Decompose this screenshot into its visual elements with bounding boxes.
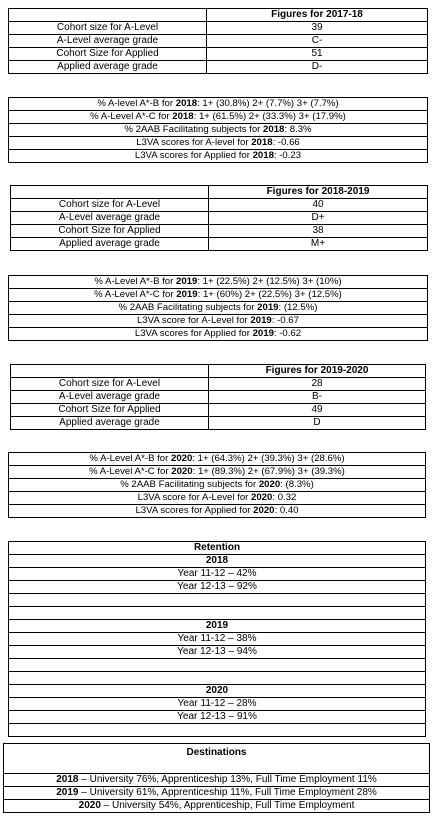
row-value: D+: [209, 212, 428, 225]
row-label: A-Level average grade: [11, 391, 209, 404]
row-value: 28: [209, 378, 426, 391]
table-row: [11, 238, 428, 251]
table-row: L3VA scores for Applied for 2018: -0.23: [9, 150, 428, 163]
table-row: [9, 35, 428, 48]
table-row: L3VA score for A-Level for 2019: -0.67: [9, 315, 428, 328]
row-label: Cohort size for A-Level: [11, 378, 209, 391]
table-row: [11, 212, 428, 225]
retention-year: 2019: [9, 620, 426, 633]
row-value: 39: [207, 22, 428, 35]
table-row: 2019 – University 61%, Apprenticeship 11%, Full Time Employment 28%: [4, 787, 430, 800]
table-row: [9, 48, 428, 61]
retention-year: 2020: [9, 685, 426, 698]
table-row: Year 12-13 – 91%: [9, 711, 426, 724]
table-row: % 2AAB Facilitating subjects for 2019: (12.5%): [9, 302, 428, 315]
row-value: M+: [209, 238, 428, 251]
table-row: [11, 199, 428, 212]
table-header: Figures for 2019-2020: [209, 365, 426, 378]
table-row: [11, 391, 426, 404]
table-row: [11, 404, 426, 417]
figures-2018-2019-table: [10, 185, 428, 251]
row-value: 49: [209, 404, 426, 417]
table-row: % 2AAB Facilitating subjects for 2018: 8.3%: [9, 124, 428, 137]
retention-title: Retention: [9, 542, 426, 555]
table-row: Year 12-13 – 94%: [9, 646, 426, 659]
row-label: A-Level average grade: [11, 212, 209, 225]
row-label: Cohort size for A-Level: [9, 22, 207, 35]
row-value: C-: [207, 35, 428, 48]
row-label: Applied average grade: [11, 238, 209, 251]
table-row: L3VA scores for Applied for 2020: 0.40: [9, 505, 426, 518]
table-row: 2020 – University 54%, Apprenticeship, Full Time Employment: [4, 800, 430, 813]
row-value: 38: [209, 225, 428, 238]
table-row: % A-Level A*-C for 2018: 1+ (61.5%) 2+ (33.3%) 3+ (17.9%): [9, 111, 428, 124]
table-row: Year 11-12 – 28%: [9, 698, 426, 711]
table-row: 2018 – University 76%, Apprenticeship 13%, Full Time Employment 11%: [4, 774, 430, 787]
row-label: Cohort size for A-Level: [11, 199, 209, 212]
row-value: 40: [209, 199, 428, 212]
retention-table: [8, 541, 426, 737]
table-row: Year 11-12 – 38%: [9, 633, 426, 646]
table-row: [9, 61, 428, 74]
figures-2017-18-table: [8, 8, 428, 74]
row-value: D-: [207, 61, 428, 74]
row-label: A-Level average grade: [9, 35, 207, 48]
table-row: % A-level A*-B for 2018: 1+ (30.8%) 2+ (7.7%) 3+ (7.7%): [9, 98, 428, 111]
row-label: Cohort Size for Applied: [11, 225, 209, 238]
destinations-title: Destinations: [4, 744, 430, 774]
row-value: D: [209, 417, 426, 430]
table-row: L3VA score for A-Level for 2020: 0.32: [9, 492, 426, 505]
row-value: B-: [209, 391, 426, 404]
table-row: [11, 378, 426, 391]
table-row: % A-Level A*-B for 2019: 1+ (22.5%) 2+ (12.5%) 3+ (10%): [9, 276, 428, 289]
summary-2019-table: [8, 275, 428, 341]
destinations-table: [3, 743, 430, 813]
table-row: Year 11-12 – 42%: [9, 568, 426, 581]
row-label: Applied average grade: [9, 61, 207, 74]
summary-2020-table: [8, 452, 426, 518]
row-label: Applied average grade: [11, 417, 209, 430]
row-label: Cohort Size for Applied: [11, 404, 209, 417]
table-row: % A-Level A*-C for 2020: 1+ (89.3%) 2+ (67.9%) 3+ (39.3%): [9, 466, 426, 479]
table-header: Figures for 2017-18: [207, 9, 428, 22]
table-row: [11, 417, 426, 430]
table-row: % A-Level A*-B for 2020: 1+ (64.3%) 2+ (39.3%) 3+ (28.6%): [9, 453, 426, 466]
table-row: % 2AAB Facilitating subjects for 2020: (8.3%): [9, 479, 426, 492]
table-row: [9, 22, 428, 35]
table-row: % A-Level A*-C for 2019: 1+ (60%) 2+ (22.5%) 3+ (12.5%): [9, 289, 428, 302]
table-header: Figures for 2018-2019: [209, 186, 428, 199]
figures-2019-2020-table: [10, 364, 426, 430]
table-row: [11, 225, 428, 238]
row-label: Cohort Size for Applied: [9, 48, 207, 61]
retention-year: 2018: [9, 555, 426, 568]
table-row: Year 12-13 – 92%: [9, 581, 426, 594]
table-row: L3VA scores for Applied for 2019: -0.62: [9, 328, 428, 341]
summary-2018-table: [8, 97, 428, 163]
row-value: 51: [207, 48, 428, 61]
table-row: L3VA scores for A-level for 2018: -0.66: [9, 137, 428, 150]
